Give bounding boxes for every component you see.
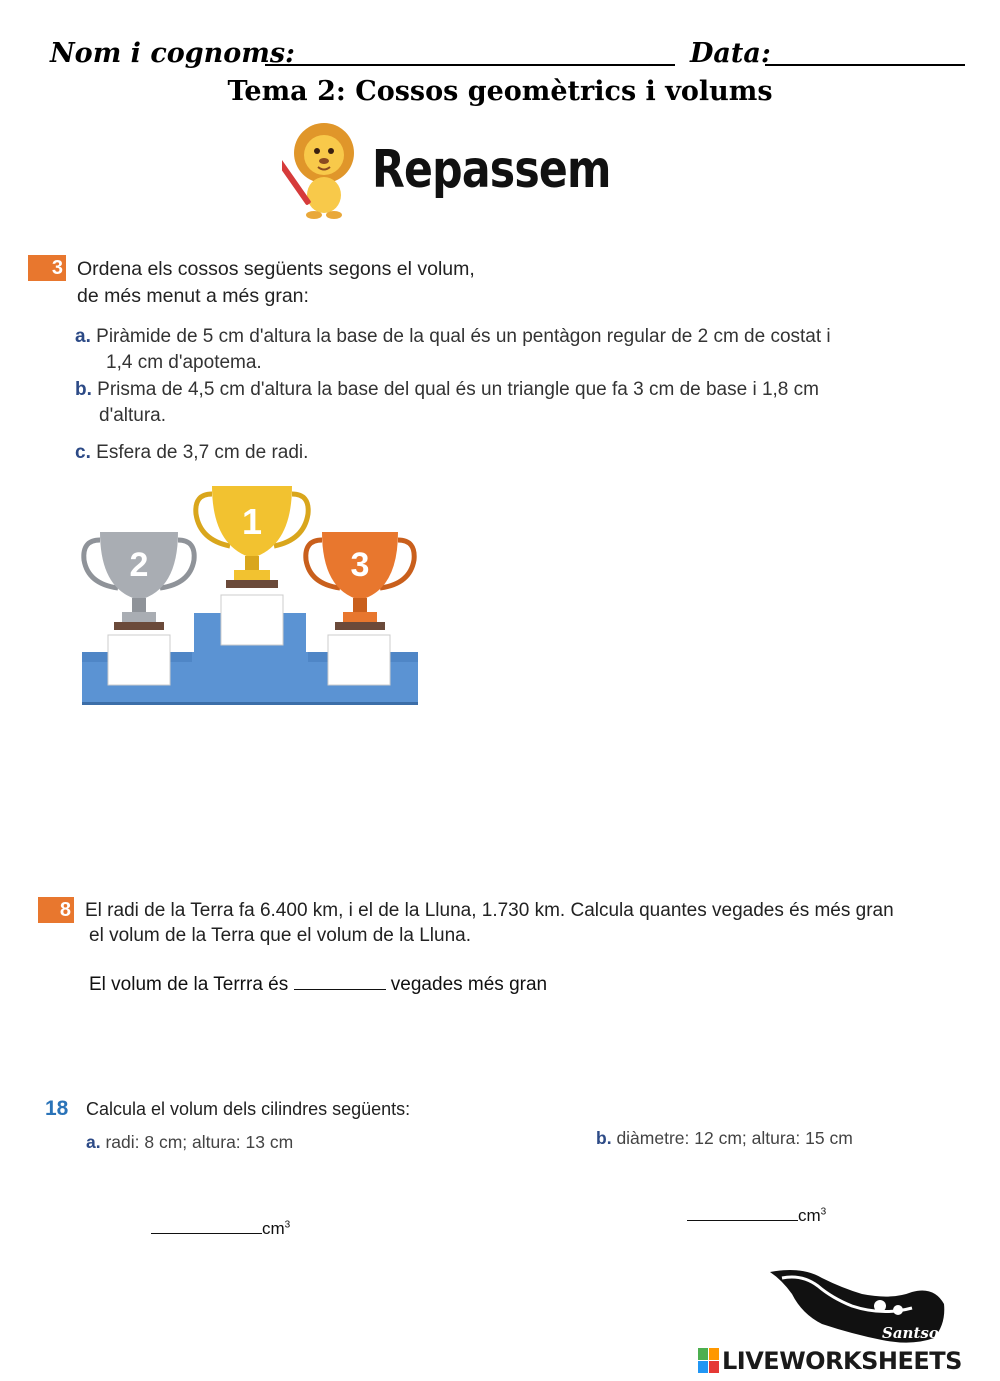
exercise-8-answer-line: [89, 974, 547, 996]
answer-box-first: [221, 595, 283, 645]
item-letter: a.: [86, 1132, 101, 1152]
exercise-3-badge: 3: [28, 255, 66, 281]
unit-label: cm: [798, 1206, 821, 1225]
name-field[interactable]: [265, 64, 675, 66]
date-field[interactable]: [765, 64, 965, 66]
exercise-3-item-a: [75, 324, 965, 350]
section-label: Repassem: [372, 140, 611, 200]
exercise-18-statement: Calcula el volum dels cilindres següents:: [86, 1099, 411, 1119]
exercise-18-number: 18: [45, 1097, 69, 1120]
liveworksheets-brand[interactable]: LIVEWORKSHEETS: [722, 1347, 962, 1375]
exercise-18-answer-a-field[interactable]: [151, 1233, 262, 1234]
exercise-18-answer-a: [151, 1219, 290, 1239]
item-letter: b.: [75, 379, 92, 400]
item-letter: b.: [596, 1128, 612, 1148]
svg-text:2: 2: [129, 546, 149, 584]
exercise-18-item-a: [86, 1132, 293, 1153]
unit-exponent: 3: [284, 1219, 291, 1231]
exercise-8-badge: 8: [38, 897, 74, 923]
trophy-second-icon: [84, 532, 194, 630]
exercise-8-statement-line2: el volum de la Terra que el volum de la Lluna.: [89, 925, 471, 946]
liveworksheets-logo-icon: [698, 1348, 720, 1374]
exercise-18-answer-b: [687, 1206, 826, 1226]
item-letter: c.: [75, 442, 91, 463]
exercise-3-statement-line1: Ordena els cossos següents segons el volum,: [77, 258, 475, 280]
exercise-3-item-a-cont: 1,4 cm d'apotema.: [106, 352, 262, 373]
item-text: Piràmide de 5 cm d'altura la base de la qual és un pentàgon regular de 2 cm de costat i: [96, 326, 831, 347]
trophy-first-icon: [196, 486, 308, 588]
santso-watermark-logo: [762, 1264, 952, 1349]
item-letter: a.: [75, 326, 91, 347]
unit-exponent: 3: [820, 1206, 827, 1218]
watermark-text: Santso: [882, 1324, 939, 1342]
item-text: Prisma de 4,5 cm d'altura la base del qual és un triangle que fa 3 cm de base i 1,8 cm: [97, 379, 819, 400]
exercise-3-item-b: [75, 377, 965, 403]
answer-suffix: vegades més gran: [390, 974, 548, 995]
answer-prefix: El volum de la Terrra és: [89, 974, 289, 995]
exercise-3-item-c: [75, 440, 308, 466]
answer-box-third: [328, 635, 390, 685]
podium-illustration: [78, 480, 423, 710]
exercise-3-item-b-cont: d'altura.: [99, 405, 167, 426]
svg-text:3: 3: [350, 546, 370, 584]
exercise-8-statement-line1: El radi de la Terra fa 6.400 km, i el de la Lluna, 1.730 km. Calcula quantes vegades és més gran: [85, 900, 894, 921]
exercise-3-statement-line2: de més menut a més gran:: [77, 285, 309, 307]
exercise-18-item-b: [596, 1128, 853, 1149]
trophy-third-icon: [306, 532, 414, 630]
item-text: Esfera de 3,7 cm de radi.: [96, 442, 309, 463]
exercise-8-answer-field[interactable]: [294, 989, 386, 990]
lion-mascot-icon: [282, 115, 362, 220]
page-title: Tema 2: Cossos geomètrics i volums: [227, 76, 773, 107]
answer-box-second: [108, 635, 170, 685]
item-text: radi: 8 cm; altura: 13 cm: [105, 1132, 294, 1152]
date-label: Data:: [690, 38, 771, 69]
exercise-18-answer-b-field[interactable]: [687, 1220, 798, 1221]
item-text: diàmetre: 12 cm; altura: 15 cm: [616, 1128, 853, 1148]
name-label: Nom i cognoms:: [50, 38, 296, 69]
svg-text:1: 1: [241, 501, 263, 542]
unit-label: cm: [262, 1219, 285, 1238]
